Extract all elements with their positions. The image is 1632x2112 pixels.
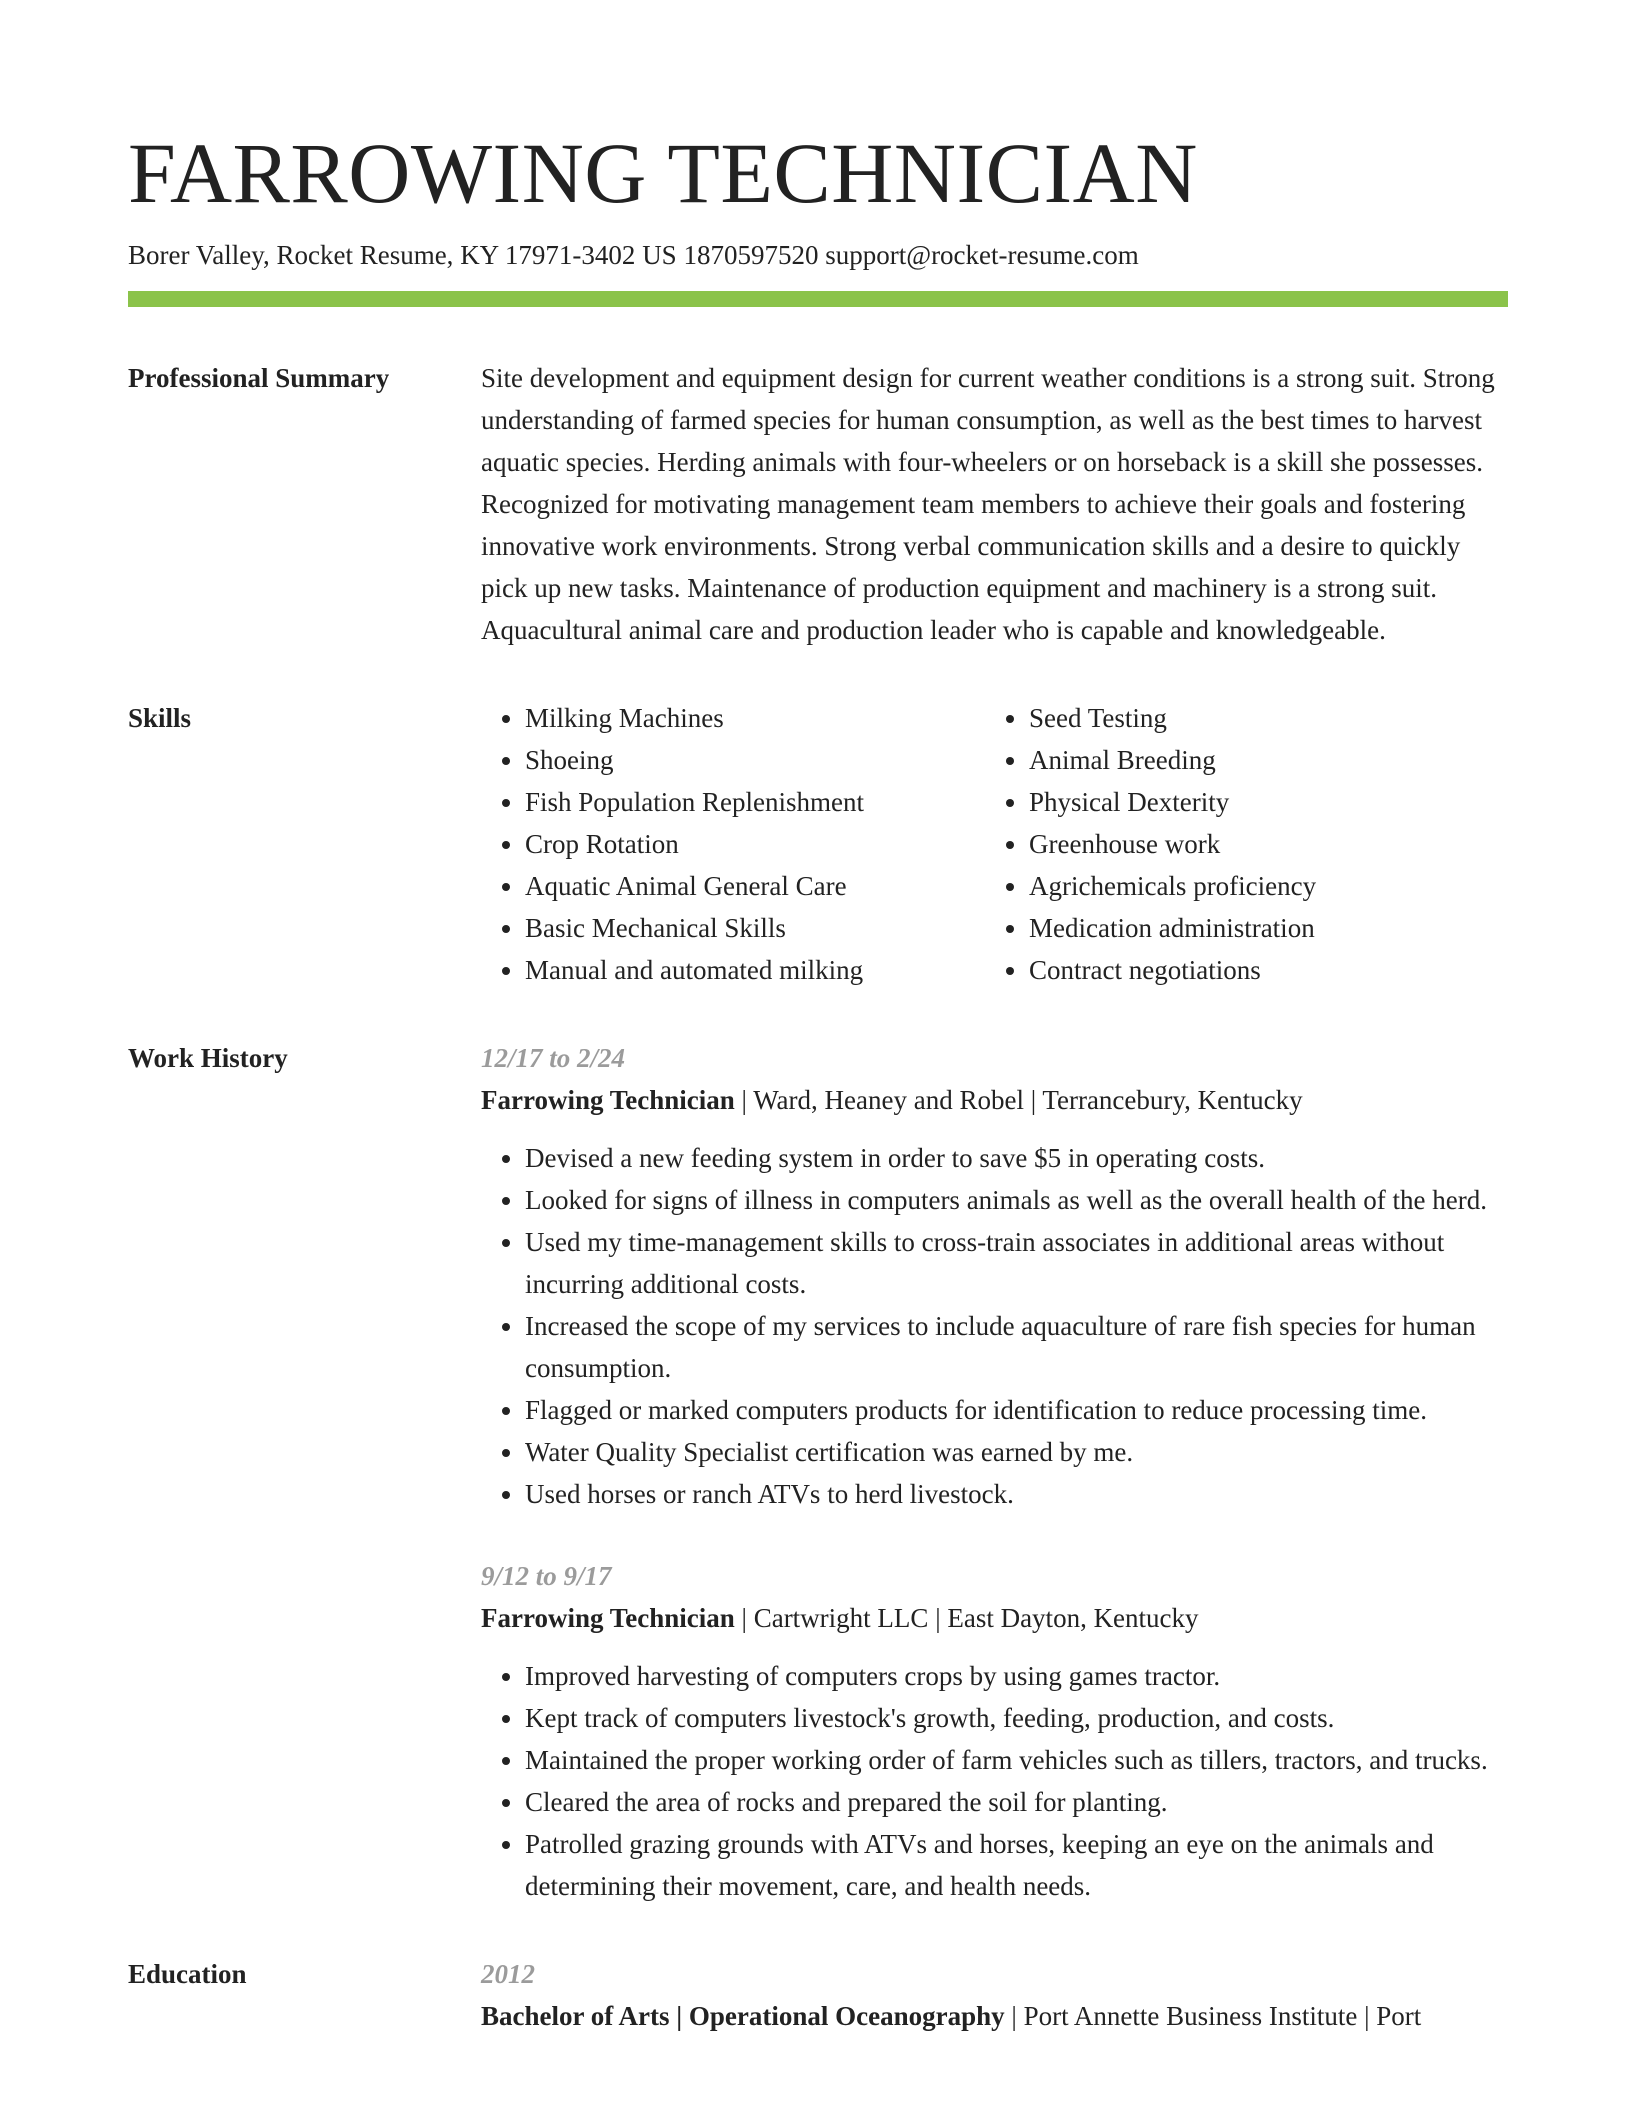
skill-item: • Greenhouse work (1029, 823, 1509, 865)
skills-list-right (985, 697, 1509, 991)
job-bullets (481, 1137, 1508, 1515)
job-bullet: • Increased the scope of my services to include aquaculture of rare fish species for human consumption. (525, 1305, 1508, 1389)
education-heading: Education (128, 1959, 247, 1989)
work-history-heading: Work History (128, 1043, 288, 1073)
job-bullet: • Flagged or marked computers products for identification to reduce processing time. (525, 1389, 1508, 1431)
skill-item: • Shoeing (525, 739, 985, 781)
job-header (481, 1597, 1508, 1639)
job-location: | East Dayton, Kentucky (928, 1603, 1198, 1633)
education-school: | Port Annette Business Institute | Port (1005, 2001, 1422, 2031)
skills-list-left (481, 697, 985, 991)
job-company: | Cartwright LLC (735, 1603, 929, 1633)
job-title: Farrowing Technician (481, 1085, 735, 1115)
job-header (481, 1079, 1508, 1121)
job-bullet: • Water Quality Specialist certification was earned by me. (525, 1431, 1508, 1473)
work-history-section (128, 1037, 1508, 1907)
job-bullet: • Improved harvesting of computers crops by using games tractor. (525, 1655, 1508, 1697)
skill-item: • Animal Breeding (1029, 739, 1509, 781)
resume-page (128, 118, 1508, 2037)
skills-section (128, 697, 1508, 991)
skill-item: • Crop Rotation (525, 823, 985, 865)
summary-section (128, 357, 1508, 651)
skill-item: • Physical Dexterity (1029, 781, 1509, 823)
job-bullet: • Patrolled grazing grounds with ATVs and horses, keeping an eye on the animals and determining their movement, care, and health needs. (525, 1823, 1508, 1907)
candidate-name: FARROWING TECHNICIAN (128, 125, 1198, 221)
contact-country: US (642, 240, 677, 270)
job-bullet: • Kept track of computers livestock's growth, feeding, production, and costs. (525, 1697, 1508, 1739)
job-company: | Ward, Heaney and Robel (735, 1085, 1024, 1115)
education-section (128, 1953, 1508, 2037)
job-bullet: • Used horses or ranch ATVs to herd livestock. (525, 1473, 1508, 1515)
contact-line (128, 236, 1508, 274)
header-divider (128, 291, 1508, 307)
job-location: | Terrancebury, Kentucky (1024, 1085, 1303, 1115)
education-dates: 2012 (481, 1959, 535, 1989)
contact-email: support@rocket-resume.com (825, 240, 1139, 270)
education-degree: Bachelor of Arts | Operational Oceanography (481, 2001, 1005, 2031)
job-bullet: • Maintained the proper working order of farm vehicles such as tillers, tractors, and trucks. (525, 1739, 1508, 1781)
job-title: Farrowing Technician (481, 1603, 735, 1633)
contact-city: Borer Valley, (128, 240, 270, 270)
contact-state-zip: KY 17971-3402 (460, 240, 636, 270)
summary-text: Site development and equipment design for current weather conditions is a strong suit. Strong understanding of farmed species for human consumption, as well as the best times to harvest aquatic species. Herding animals with four-wheelers or on horseback is a skill she possesses. Recognized for motivating management team members to achieve their goals and fostering innovative work environments. Strong verbal communication skills and a desire to quickly pick up new tasks. Maintenance of production equipment and machinery is a strong suit. Aquacultural animal care and production leader who is capable and knowledgeable. (481, 363, 1495, 645)
job-dates: 9/12 to 9/17 (481, 1561, 612, 1591)
education-line (481, 1995, 1508, 2037)
skill-item: • Medication administration (1029, 907, 1509, 949)
skill-item: • Aquatic Animal General Care (525, 865, 985, 907)
skill-item: • Basic Mechanical Skills (525, 907, 985, 949)
job-bullet: • Cleared the area of rocks and prepared the soil for planting. (525, 1781, 1508, 1823)
job-entry (481, 1037, 1508, 1515)
job-bullets (481, 1655, 1508, 1907)
contact-phone: 1870597520 (683, 240, 819, 270)
job-entry (481, 1555, 1508, 1907)
job-bullet: • Devised a new feeding system in order to save $5 in operating costs. (525, 1137, 1508, 1179)
job-bullet: • Used my time-management skills to cross-train associates in additional areas without incurring additional costs. (525, 1221, 1508, 1305)
skill-item: • Manual and automated milking (525, 949, 985, 991)
job-bullet: • Looked for signs of illness in computers animals as well as the overall health of the herd. (525, 1179, 1508, 1221)
skill-item: • Agrichemicals proficiency (1029, 865, 1509, 907)
skills-heading: Skills (128, 703, 192, 733)
skill-item: • Contract negotiations (1029, 949, 1509, 991)
contact-org: Rocket Resume, (276, 240, 454, 270)
skill-item: • Milking Machines (525, 697, 985, 739)
summary-heading: Professional Summary (128, 363, 390, 393)
skill-item: • Seed Testing (1029, 697, 1509, 739)
skill-item: • Fish Population Replenishment (525, 781, 985, 823)
job-dates: 12/17 to 2/24 (481, 1043, 626, 1073)
